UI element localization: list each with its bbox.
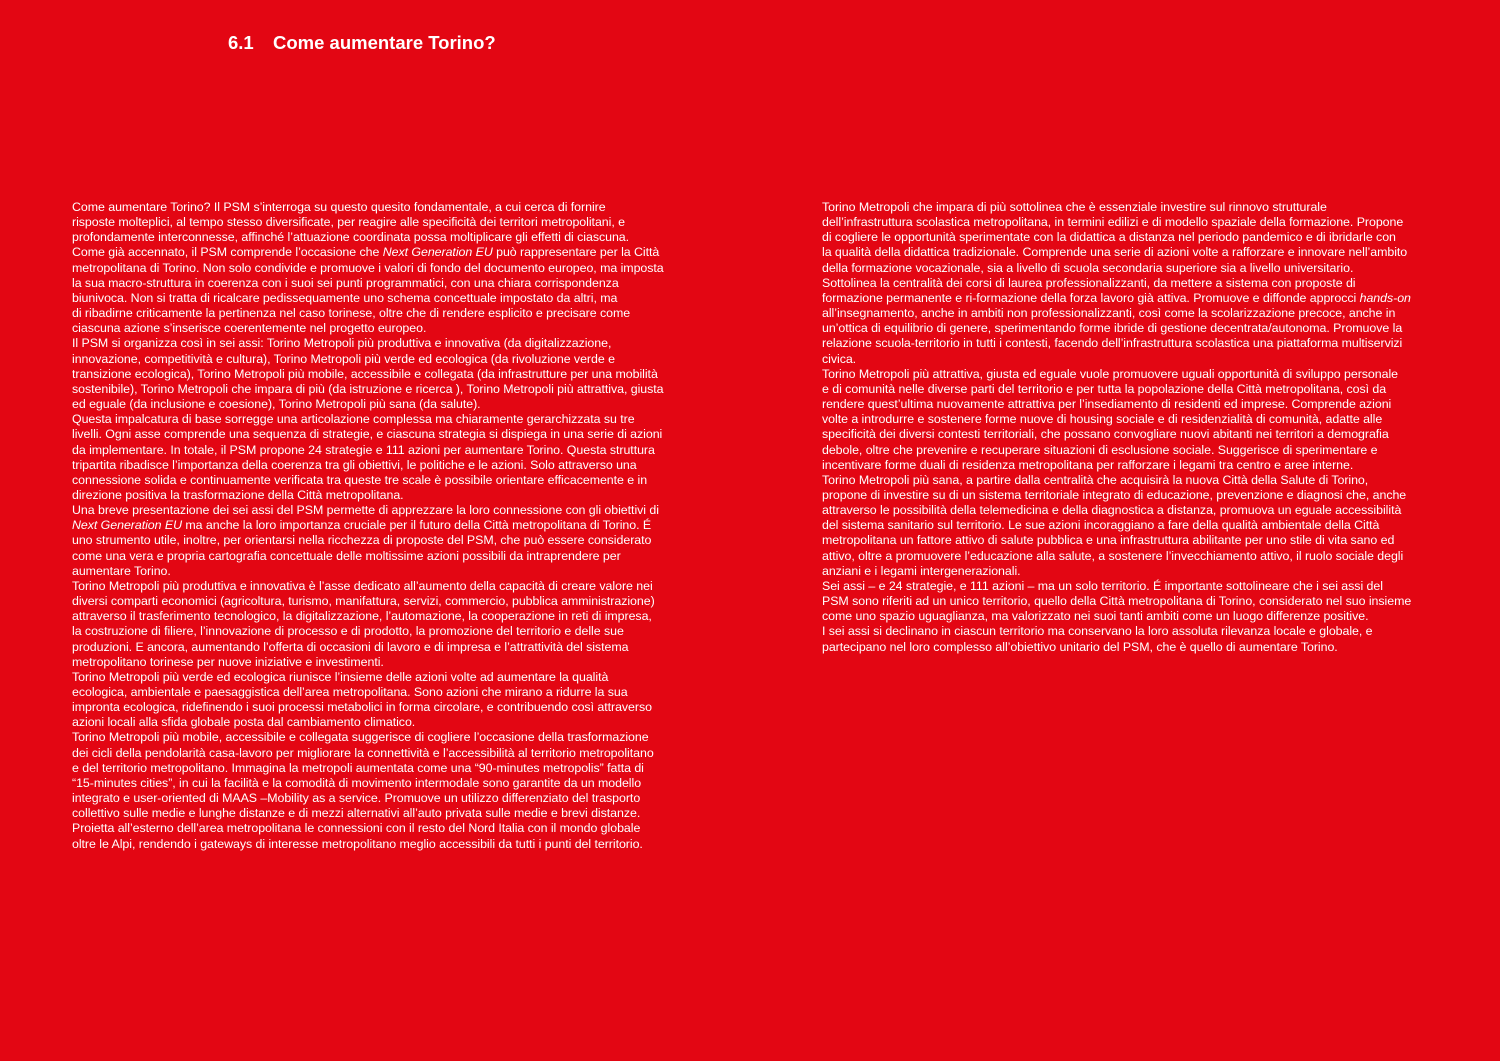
text-line: di ribadirne criticamente la pertinenza nel caso torinese, oltre che di rendere esplicito e precisare come: [72, 306, 631, 321]
text-line: Il PSM si organizza così in sei assi: Torino Metropoli più produttiva e innovativa (da digitalizzazione,: [72, 336, 612, 351]
section-title: Come aumentare Torino?: [273, 32, 496, 53]
text-line: profondamente interconnesse, affinché l’attuazione coordinata possa moltiplicare gli effetti di ciascuna.: [72, 230, 630, 245]
text-line: del sistema sanitario sul territorio. Le sue azioni incoraggiano a fare della qualità ambientale della Città: [822, 518, 1380, 533]
text-line: come uno spazio uguaglianza, ma valorizzato nei suoi tanti ambiti come un luogo differenze positive.: [822, 609, 1369, 624]
text-line: specificità dei diversi contesti territoriali, che possano convogliare nuovi abitanti nei territori a demografia: [822, 427, 1389, 442]
text-line: dell’infrastruttura scolastica metropolitana, in termini edilizi e di modello spaziale della formazione. Propone: [822, 215, 1404, 230]
text-line: volte a introdurre e sostenere forme nuove di housing sociale e di residenzialità di comunità, adatte alle: [822, 412, 1383, 427]
text-line: risposte molteplici, al tempo stesso diversificate, per reagire alle specificità dei territori metropolitani, e: [72, 215, 625, 230]
text-line: Come già accennato, il PSM comprende l’occasione che Next Generation EU può rappresentare per la Città: [72, 245, 660, 260]
text-line: biunivoca. Non si tratta di ricalcare pedissequamente uno schema concettuale impostato da altri, ma: [72, 290, 618, 305]
text-line: innovazione, competitività e cultura), Torino Metropoli più verde ed ecologica (da rivoluzione verde e: [72, 351, 615, 366]
text-line: metropolitana di Torino. Non solo condivide e promuove i valori di fondo del documento europeo, ma imposta: [72, 260, 664, 275]
text-line: Torino Metropoli più verde ed ecologica riunisce l’insieme delle azioni volte ad aumentare la qualità: [72, 669, 609, 684]
text-line: un’ottica di equilibrio di genere, sperimentando forme ibride di gestione decentrata/autonoma. Promuove la: [822, 321, 1403, 336]
text-line: anziani e i legami intergenerazionali.: [822, 563, 1021, 578]
section-number: 6.1: [228, 32, 254, 53]
text-line: Torino Metropoli più produttiva e innovativa è l’asse dedicato all’aumento della capacità di creare valore nei: [72, 578, 653, 593]
text-line: collettivo sulle medie e lunghe distanze e di mezzi alternativi all’auto privata sulle medie e brevi distanze.: [72, 806, 641, 821]
text-line: ciascuna azione s’inserisce coerentemente nel progetto europeo.: [72, 321, 427, 336]
text-line: transizione ecologica), Torino Metropoli più mobile, accessibile e collegata (da infrastrutture per una mobilità: [72, 366, 658, 381]
text-line: I sei assi si declinano in ciascun territorio ma conservano la loro assoluta rilevanza locale e globale, e: [822, 624, 1373, 639]
text-line: sostenibile), Torino Metropoli che impara di più (da istruzione e ricerca ), Torino Metropoli più attrattiva, giusta: [72, 381, 664, 396]
text-line: debole, oltre che prevenire e recuperare situazioni di esclusione sociale. Suggerisce di sperimentare e: [822, 442, 1378, 457]
text-line: Torino Metropoli più mobile, accessibile e collegata suggerisce di cogliere l’occasione della trasformazione: [72, 730, 649, 745]
text-line: Torino Metropoli che impara di più sottolinea che è essenziale investire sul rinnovo strutturale: [822, 200, 1327, 214]
italic-title: hands-on: [1359, 290, 1411, 305]
text-line: propone di investire su di un sistema territoriale integrato di educazione, prevenzione e diagnosi che, anche: [822, 487, 1407, 502]
text-line: di cogliere le opportunità sperimentate con la didattica a distanza nel periodo pandemico e di ibridarle con: [822, 230, 1396, 245]
text-line: Torino Metropoli più attrattiva, giusta ed eguale vuole promuovere uguali opportunità di sviluppo personale: [822, 366, 1398, 381]
text-line: incentivare forme duali di residenza metropolitana per rafforzare i legami tra centro e aree interne.: [822, 457, 1354, 472]
text-line: azioni locali alla sfida globale posta dal cambiamento climatico.: [72, 715, 416, 730]
text-line: Come aumentare Torino? Il PSM s’interroga su questo quesito fondamentale, a cui cerca di fornire: [72, 200, 606, 214]
italic-title: Next Generation EU: [72, 518, 182, 533]
text-line: “15-minutes cities”, in cui la facilità e la comodità di movimento intermodale sono garantite da un modello: [72, 775, 642, 790]
text-line: Sottolinea la centralità dei corsi di laurea professionalizzanti, da mettere a sistema con proposte di: [822, 275, 1356, 290]
text-line: Torino Metropoli più sana, a partire dalla centralità che acquisirà la nuova Città della Salute di Torino,: [822, 472, 1369, 487]
text-line: ed eguale (da inclusione e coesione), Torino Metropoli più sana (da salute).: [72, 397, 481, 412]
text-line: tripartita ribadisce l’importanza della coerenza tra gli obiettivi, le politiche e le azioni. Solo attraverso una: [72, 457, 637, 472]
text-line: uno strumento utile, inoltre, per orientarsi nella ricchezza di proposte del PSM, che può essere considerato: [72, 533, 652, 548]
text-line: Proietta all’esterno dell’area metropolitana le connessioni con il resto del Nord Italia con il mondo globale: [72, 821, 641, 836]
text-line: Sei assi – e 24 strategie, e 111 azioni – ma un solo territorio. É importante sottolineare che i sei assi del: [822, 578, 1383, 593]
text-line: formazione permanente e ri-formazione della forza lavoro già attiva. Promuove e diffonde approcci hands-on: [822, 290, 1411, 305]
text-line: rendere quest’ultima nuovamente attrattiva per l’insediamento di residenti ed imprese. Comprende azioni: [822, 397, 1392, 412]
text-line: oltre le Alpi, rendendo i gateways di interesse metropolitano meglio accessibili da tutti i punti del territorio.: [72, 836, 643, 851]
text-line: la sua macro-struttura in coerenza con i suoi sei punti programmatici, con una chiara corrispondenza: [72, 275, 619, 290]
text-line: attraverso le possibilità della telemedicina e della diagnostica a distanza, promuova un eguale accessibilità: [822, 503, 1402, 518]
text-line: e del territorio metropolitano. Immagina la metropoli aumentata come una “90-minutes metropolis” fatta di: [72, 760, 644, 775]
text-line: la qualità della didattica tradizionale. Comprende una serie di azioni volte a rafforzare e innovare nell’ambito: [822, 245, 1408, 260]
text-line: dei cicli della pendolarità casa-lavoro per migliorare la connettività e l’accessibilità al territorio metropolitano: [72, 745, 654, 760]
text-line: produzioni. E ancora, aumentando l’offerta di occasioni di lavoro e di impresa e l’attrattività del sistema: [72, 639, 629, 654]
text-line: metropolitano torinese per nuove iniziative e investimenti.: [72, 654, 384, 669]
right-text-column: [822, 200, 1462, 655]
left-text-column: [72, 200, 712, 852]
text-line: la costruzione di filiere, l’innovazione di processo e di prodotto, la promozione del territorio e delle sue: [72, 624, 624, 639]
text-line: Questa impalcatura di base sorregge una articolazione complessa ma chiaramente gerarchizzata su tre: [72, 412, 635, 427]
text-line: ecologica, ambientale e paesaggistica dell’area metropolitana. Sono azioni che mirano a ridurre la sua: [72, 685, 628, 699]
text-line: connessione solida e continuamente verificata tra queste tre scale è possibile orientare efficacemente e in: [72, 472, 648, 487]
text-line: attivo, oltre a promuovere l’educazione alla salute, a sostenere l’invecchiamento attivo, il ruolo sociale degli: [822, 548, 1404, 563]
text-line: impronta ecologica, ridefinendo i suoi processi metabolici in forma circolare, e contribuendo così attraverso: [72, 700, 652, 715]
text-line: attraverso il trasferimento tecnologico, la digitalizzazione, l’automazione, la cooperazione in reti di impresa,: [72, 609, 652, 624]
text-line: integrato e user-oriented di MAAS –Mobility as a service. Promuove un utilizzo differenziato del trasporto: [72, 791, 641, 806]
section-heading: [228, 32, 496, 54]
text-line: come una vera e propria cartografia concettuale delle moltissime azioni possibili da intraprendere per: [72, 548, 621, 563]
text-line: all’insegnamento, anche in ambiti non professionalizzanti, così come la scolarizzazione precoce, anche in: [822, 306, 1396, 321]
text-line: da implementare. In totale, il PSM propone 24 strategie e 111 azioni per aumentare Torino. Questa struttura: [72, 442, 655, 457]
text-line: della formazione vocazionale, sia a livello di scuola secondaria superiore sia a livello universitario.: [822, 260, 1354, 275]
text-line: diversi comparti economici (agricoltura, turismo, manifattura, servizi, commercio, pubblica amministrazione): [72, 594, 655, 609]
text-line: PSM sono riferiti ad un unico territorio, quello della Città metropolitana di Torino, considerato nel suo insieme: [822, 594, 1412, 609]
text-line: civica.: [822, 351, 857, 366]
text-line: Next Generation EU ma anche la loro importanza cruciale per il futuro della Città metropolitana di Torino. É: [72, 518, 652, 533]
text-line: Una breve presentazione dei sei assi del PSM permette di apprezzare la loro connessione con gli obiettivi di: [72, 503, 659, 518]
text-line: e di comunità nelle diverse parti del territorio e per tutta la popolazione della Città metropolitana, così da: [822, 381, 1387, 396]
text-line: partecipano nel loro complesso all’obiettivo unitario del PSM, che è quello di aumentare Torino.: [822, 639, 1338, 654]
italic-title: Next Generation EU: [382, 245, 493, 260]
text-line: livelli. Ogni asse comprende una sequenza di strategie, e ciascuna strategia si dispiega in una serie di azioni: [72, 427, 663, 442]
text-line: aumentare Torino.: [72, 563, 171, 578]
text-line: relazione scuola-territorio in tutti i contesti, facendo dell’infrastruttura scolastica una piattaforma multiservizi: [822, 336, 1403, 351]
text-line: metropolitana un fattore attivo di salute pubblica e una infrastruttura abilitante per uno stile di vita sano ed: [822, 533, 1395, 548]
text-line: direzione positiva la trasformazione della Città metropolitana.: [72, 487, 404, 502]
